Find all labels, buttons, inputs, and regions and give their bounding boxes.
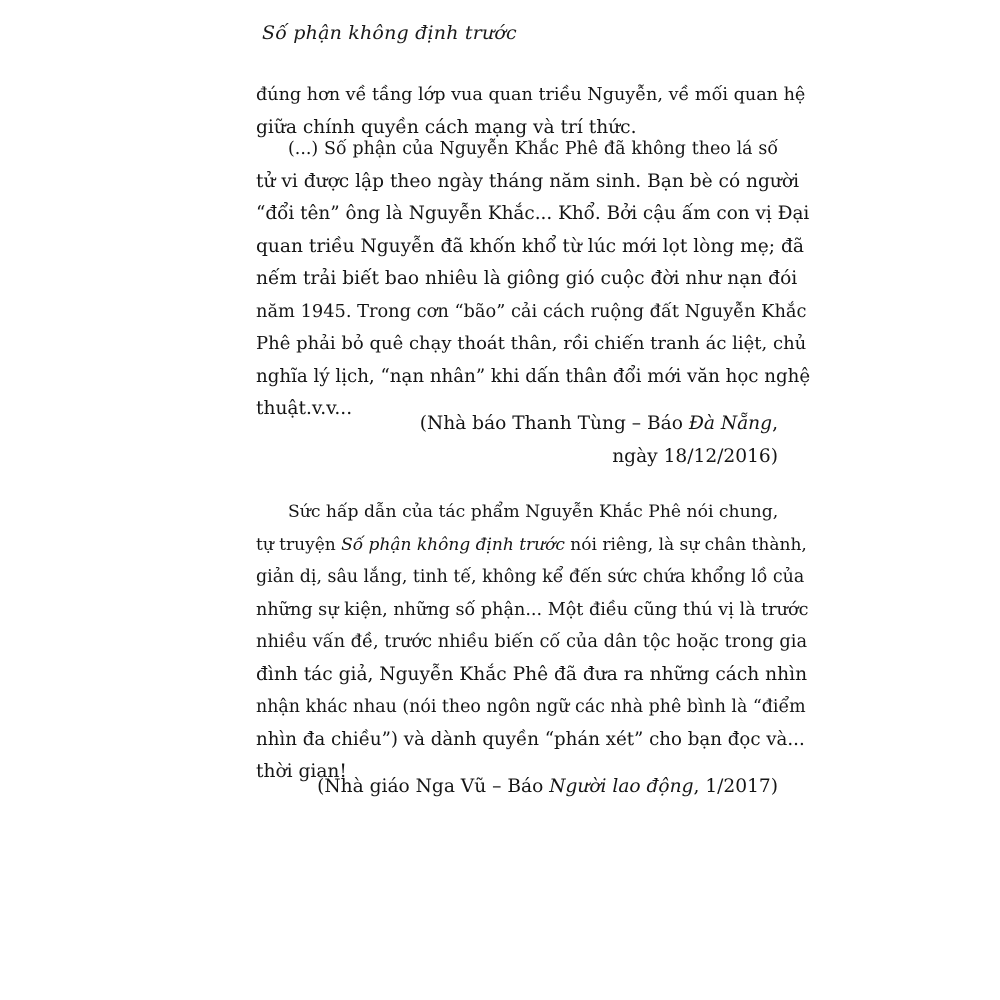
attribution-date: ngày 18/12/2016) <box>612 445 778 467</box>
quote2-attribution <box>317 771 778 804</box>
text-line: thuật.v.v... <box>256 398 353 419</box>
attribution-prefix: (Nhà giáo Nga Vũ – Báo <box>317 776 550 797</box>
text-line: nhận khác nhau (nói theo ngôn ngữ các nhà phê bình là “điểm <box>256 697 806 717</box>
attribution-line <box>420 408 778 441</box>
text-line: đình tác giả, Nguyễn Khắc Phê đã đưa ra những cách nhìn <box>256 663 808 685</box>
text-line: Sức hấp dẫn của tác phẩm Nguyễn Khắc Phê nói chung, <box>288 502 779 522</box>
text-line: năm 1945. Trong cơn “bão” cải cách ruộng đất Nguyễn Khắc <box>256 300 807 322</box>
text-line: nếm trải biết bao nhiêu là giông gió cuộc đời như nạn đói <box>256 268 798 289</box>
attribution-suffix: , <box>772 413 778 434</box>
text-line: Phê phải bỏ quê chạy thoát thân, rồi chiến tranh ác liệt, chủ <box>256 333 807 354</box>
attribution-suffix: , 1/2017) <box>693 776 778 797</box>
attribution-source: Người lao động <box>549 776 694 797</box>
text-line: thời gian! <box>256 761 347 782</box>
attribution-source: Đà Nẵng <box>688 413 773 434</box>
text-line: nghĩa lý lịch, “nạn nhân” khi dấn thân đổi mới văn học nghệ <box>256 365 811 387</box>
text-line: giữa chính quyền cách mạng và trí thức. <box>256 116 637 138</box>
quote1-paragraph <box>256 133 811 426</box>
quote1-attribution <box>420 408 778 473</box>
quote2-paragraph <box>256 496 809 789</box>
book-title: Số phận không định trước <box>341 534 565 555</box>
attribution-prefix: (Nhà báo Thanh Tùng – Báo <box>419 413 689 434</box>
text-line: quan triều Nguyễn đã khốn khổ từ lúc mới lọt lòng mẹ; đã <box>256 235 804 257</box>
text-line: những sự kiện, những số phận... Một điều cũng thú vị là trước <box>256 599 809 620</box>
text-line: “đổi tên” ông là Nguyễn Khắc... Khổ. Bởi cậu ấm con vị Đại <box>256 203 810 224</box>
text-line: tử vi được lập theo ngày tháng năm sinh. Bạn bè có người <box>256 170 800 192</box>
text-line: (...) Số phận của Nguyễn Khắc Phê đã không theo lá số <box>288 139 778 159</box>
attribution-line <box>317 771 778 804</box>
text-line: nhiều vấn đề, trước nhiều biến cố của dân tộc hoặc trong gia <box>256 631 808 652</box>
text-line: nhìn đa chiều”) và dành quyền “phán xét” cho bạn đọc và... <box>256 728 805 750</box>
running-header: Số phận không định trước <box>262 22 517 44</box>
text-line: tự truyện Số phận không định trước nói riêng, là sự chân thành, <box>256 534 807 555</box>
text-line: đúng hơn về tầng lớp vua quan triều Nguyễn, về mối quan hệ <box>256 85 806 105</box>
text-line: giản dị, sâu lắng, tinh tế, không kể đến sức chứa khổng lồ của <box>256 567 805 587</box>
